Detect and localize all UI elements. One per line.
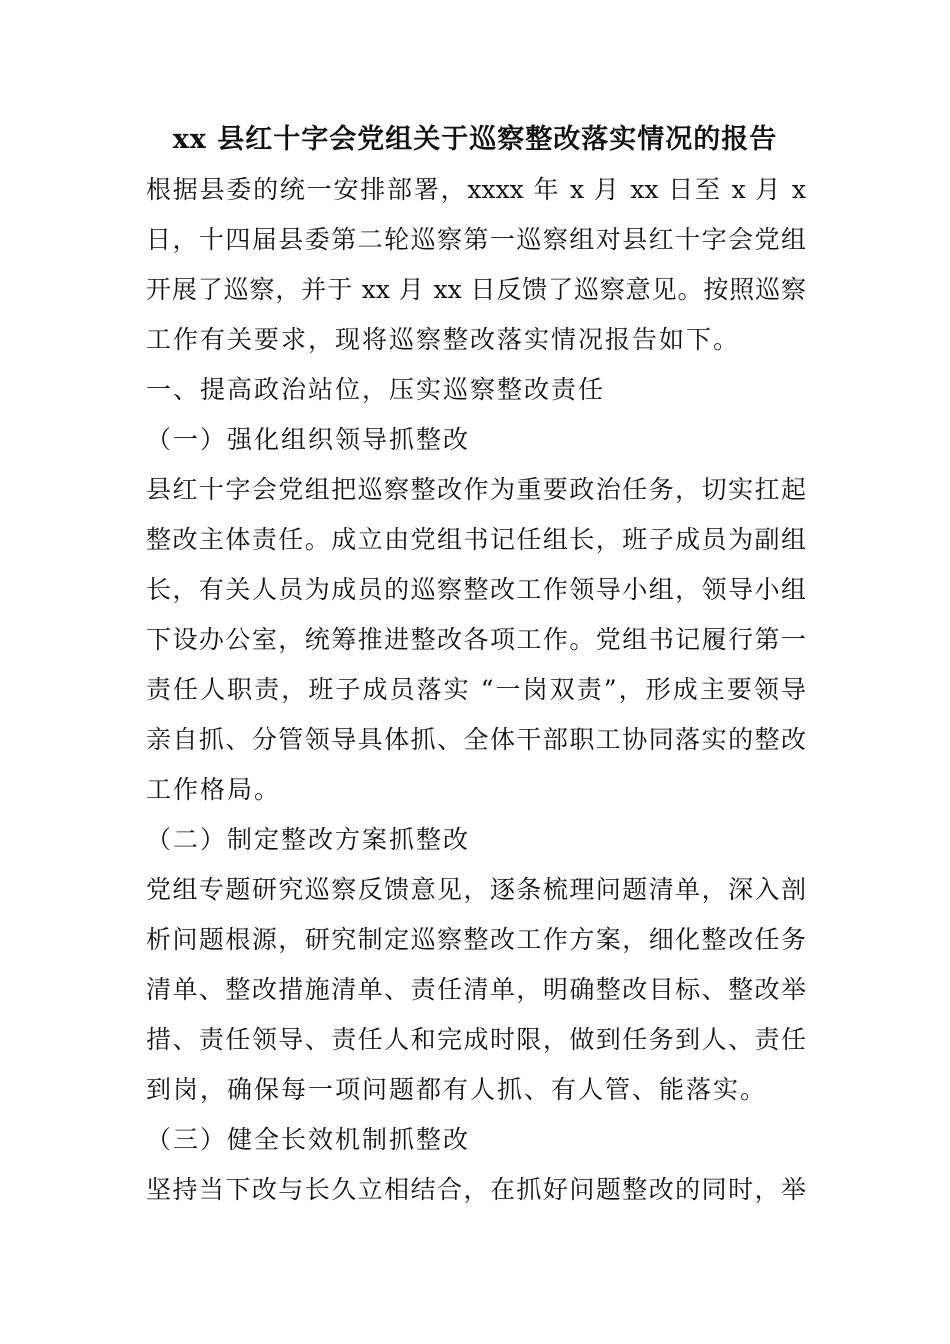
subsection-heading: （二）制定整改方案抓整改 [146,825,471,854]
paragraph-line: 坚持当下改与长久立相结合，在抓好问题整改的同时，举 [146,1175,806,1204]
paragraph-line: 开展了巡察，并于 xx 月 xx 日反馈了巡察意见。按照巡察 [146,275,806,304]
paragraph-line: 亲自抓、分管领导具体抓、全体干部职工协同落实的整改 [146,725,806,754]
paragraph-line: 整改主体责任。成立由党组书记任组长，班子成员为副组 [146,525,806,554]
paragraph-line: 根据县委的统一安排部署，xxxx 年 x 月 xx 日至 x 月 x [146,175,806,204]
paragraph-line: 措、责任领导、责任人和完成时限，做到任务到人、责任 [146,1025,806,1054]
paragraph-line: 县红十字会党组把巡察整改作为重要政治任务，切实扛起 [146,475,806,504]
paragraph-line: 工作有关要求，现将巡察整改落实情况报告如下。 [146,325,741,354]
document-title: xx 县红十字会党组关于巡察整改落实情况的报告 [172,124,778,155]
section-heading: 一、提高政治站位，压实巡察整改责任 [146,375,606,404]
paragraph-line: 工作格局。 [146,775,282,804]
paragraph-line: 下设办公室，统筹推进整改各项工作。党组书记履行第一 [146,625,806,654]
subsection-heading: （一）强化组织领导抓整改 [146,425,471,454]
paragraph-line: 责任人职责，班子成员落实 “一岗双责”，形成主要领导 [146,675,806,704]
subsection-heading: （三）健全长效机制抓整改 [146,1125,471,1154]
paragraph-line: 日，十四届县委第二轮巡察第一巡察组对县红十字会党组 [146,225,806,254]
paragraph-line: 党组专题研究巡察反馈意见，逐条梳理问题清单，深入剖 [146,875,806,904]
paragraph-line: 长，有关人员为成员的巡察整改工作领导小组，领导小组 [146,575,806,604]
paragraph-line: 析问题根源，研究制定巡察整改工作方案，细化整改任务 [146,925,806,954]
paragraph-line: 清单、整改措施清单、责任清单，明确整改目标、整改举 [146,975,806,1004]
paragraph-line: 到岗，确保每一项问题都有人抓、有人管、能落实。 [146,1075,768,1104]
